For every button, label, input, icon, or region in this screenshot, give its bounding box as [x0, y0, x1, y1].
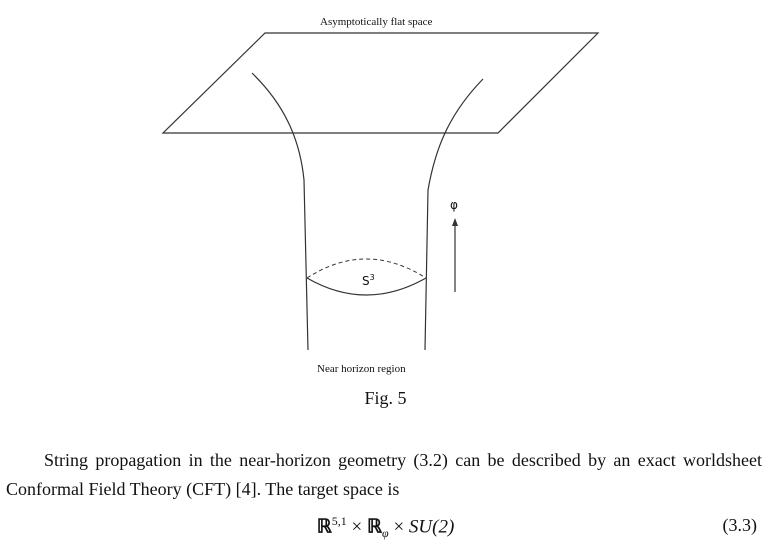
eq-times-2: ×: [393, 516, 405, 538]
throat-right-wall: [425, 79, 483, 350]
sphere-label-exp: 3: [369, 273, 375, 282]
eq-group: SU(2): [408, 516, 455, 538]
equation-number: (3.3): [722, 515, 757, 535]
asymptotic-plane: [163, 33, 598, 133]
figure-caption: Fig. 5: [364, 388, 407, 408]
sphere-label-s: S: [362, 274, 370, 288]
bottom-label: Near horizon region: [317, 363, 406, 375]
phi-arrow-head: [452, 218, 458, 226]
throat-left-wall: [252, 73, 308, 350]
eq-r-superscript: 5,1: [331, 514, 347, 528]
top-label: Asymptotically flat space: [320, 16, 433, 28]
sphere-label: [362, 273, 375, 288]
body-paragraph: String propagation in the near-horizon geometry (3.2) can be described by an exact worldsheet Conformal Field Theory (CFT) [4]. The target space is: [6, 450, 762, 499]
eq-r2-subscript: φ: [382, 526, 389, 541]
eq-r-symbol: ℝ: [316, 516, 332, 538]
arrow-label: φ: [450, 198, 458, 212]
eq-times-1: ×: [351, 516, 363, 538]
eq-r2-symbol: ℝ: [366, 516, 383, 538]
equation: [0, 514, 771, 541]
